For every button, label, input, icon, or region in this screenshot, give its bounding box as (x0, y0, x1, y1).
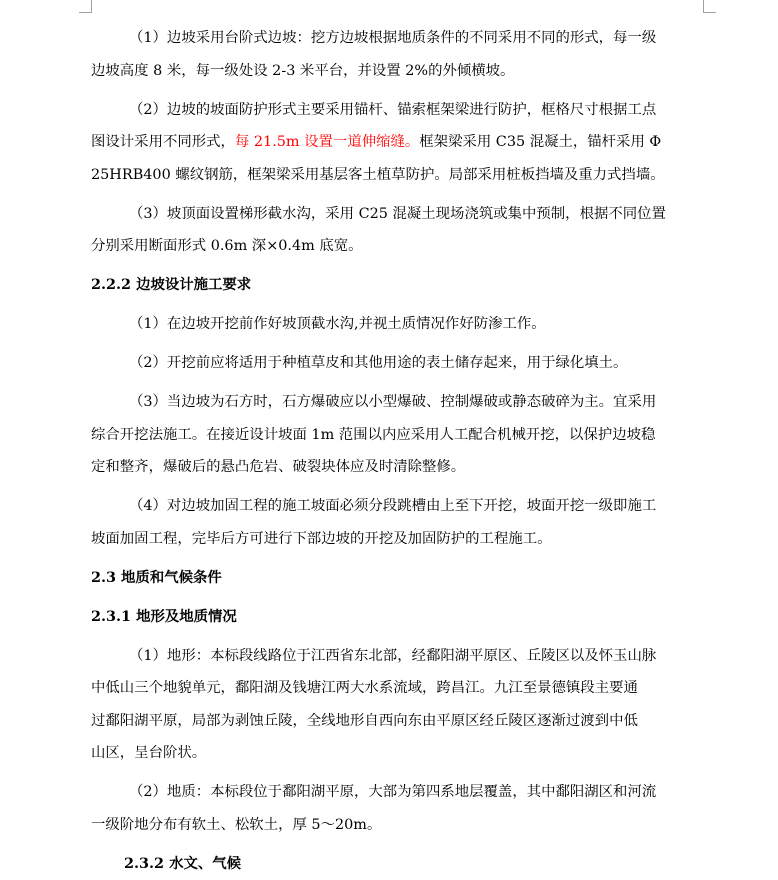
paragraph-line: （2）开挖前应将适用于种植草皮和其他用途的表土储存起来，用于绿化填土。 (91, 347, 707, 380)
paragraph-line: （1）边坡采用台阶式边坡：挖方边坡根据地质条件的不同采用不同的形式，每一级 (91, 22, 707, 55)
paragraph-line: 坡面加固工程，完毕后方可进行下部边坡的开挖及加固防护的工程施工。 (91, 523, 707, 556)
paragraph-line: （3）坡顶面设置梯形截水沟，采用 C25 混凝土现场浇筑或集中预制，根据不同位置 (91, 198, 707, 231)
paragraph-line: （1）在边坡开挖前作好坡顶截水沟,并视土质情况作好防渗工作。 (91, 308, 707, 341)
text-run: 图设计采用不同形式， (91, 134, 235, 150)
paragraph-line: 边坡高度 8 米，每一级处设 2-3 米平台，并设置 2%的外倾横坡。 (91, 55, 707, 88)
paragraph-line: 山区，呈台阶状。 (91, 737, 707, 770)
paragraph-line: （2）边坡的坡面防护形式主要采用锚杆、锚索框架梁进行防护，框格尺寸根据工点 (91, 94, 707, 127)
paragraph-line: 一级阶地分布有软土、松软土，厚 5～20m。 (91, 809, 707, 842)
document-body (91, 22, 707, 880)
section-heading-2-3-2: 2.3.2 水文、气候 (91, 848, 707, 880)
section-heading-2-3-1: 2.3.1 地形及地质情况 (91, 601, 707, 634)
paragraph-line (91, 126, 707, 159)
paragraph-line: （1）地形：本标段线路位于江西省东北部，经鄱阳湖平原区、丘陵区以及怀玉山脉 (91, 640, 707, 673)
paragraph-line: 定和整齐，爆破后的悬凸危岩、破裂块体应及时清除整修。 (91, 451, 707, 484)
paragraph-line: （2）地质：本标段位于鄱阳湖平原，大部为第四系地层覆盖，其中鄱阳湖区和河流 (91, 776, 707, 809)
paragraph-line: 25HRB400 螺纹钢筋，框架梁采用基层客土植草防护。局部采用桩板挡墙及重力式挡墙。 (91, 159, 707, 192)
paragraph-line: 综合开挖法施工。在接近设计坡面 1m 范围以内应采用人工配合机械开挖，以保护边坡稳 (91, 419, 707, 452)
highlighted-red-text: 每 21.5m 设置一道伸缩缝。 (235, 134, 419, 150)
section-heading-2-2-2: 2.2.2 边坡设计施工要求 (91, 269, 707, 302)
paragraph-line: 分别采用断面形式 0.6m 深×0.4m 底宽。 (91, 230, 707, 263)
paragraph-line: （3）当边坡为石方时，石方爆破应以小型爆破、控制爆破或静态破碎为主。宜采用 (91, 386, 707, 419)
section-heading-2-3: 2.3 地质和气候条件 (91, 562, 707, 595)
margin-corner-mark-left (79, 0, 92, 13)
margin-corner-mark-right (703, 0, 716, 13)
paragraph-line: 过鄱阳湖平原，局部为剥蚀丘陵，全线地形自西向东由平原区经丘陵区逐渐过渡到中低 (91, 705, 707, 738)
text-run: 框架梁采用 C35 混凝土，锚杆采用 Φ (419, 134, 661, 150)
paragraph-line: （4）对边坡加固工程的施工坡面必须分段跳槽由上至下开挖，坡面开挖一级即施工 (91, 490, 707, 523)
paragraph-line: 中低山三个地貌单元，鄱阳湖及钱塘江两大水系流域，跨昌江。九江至景德镇段主要通 (91, 672, 707, 705)
